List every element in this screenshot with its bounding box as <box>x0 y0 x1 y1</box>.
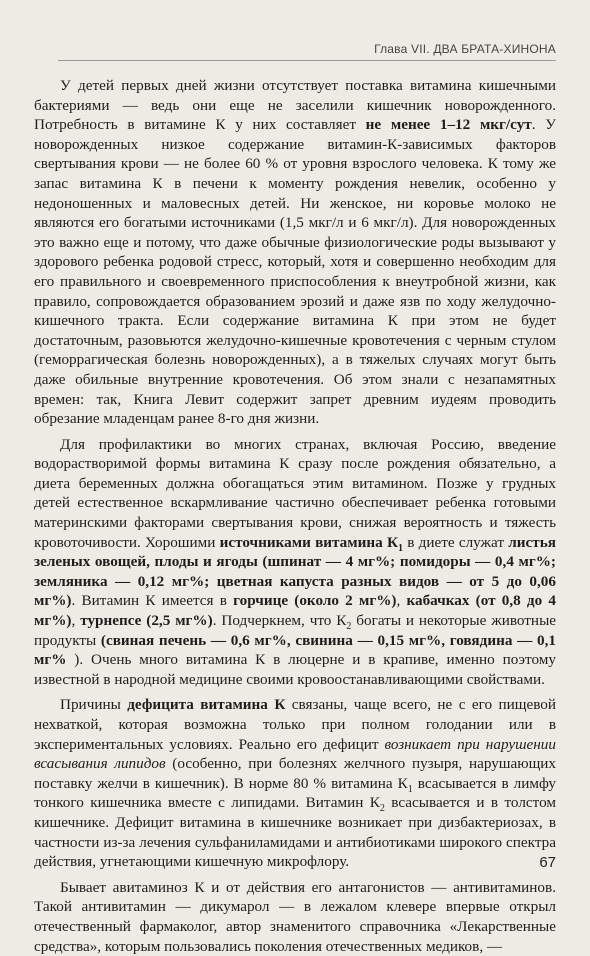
text-run: ). Очень много витамина К в люцерне и в крапиве, именно поэтому известной в народной медицине своими кровоостанавливающими свойствами. <box>34 651 556 688</box>
bold-run: дефицита витамина К <box>127 696 286 714</box>
chapter-title: Глава VII. ДВА БРАТА-ХИНОНА <box>374 42 556 56</box>
text-run: всасывается в лимфу тонкого кишечника вместе с липидами. Витамин К <box>34 774 557 812</box>
paragraph <box>34 435 556 690</box>
text-run: . Подчеркнем, что К <box>212 612 347 630</box>
italic-run: возникает при нарушении всасывания липидов <box>34 735 556 773</box>
text-run: , <box>396 592 407 610</box>
page-number: 67 <box>539 854 556 871</box>
text-run: Для профилактики во многих странах, включая Россию, введение водорастворимой формы витамина К сразу после рождения обязательно, а диета беременных должна обогащаться этим витамином. Позже у грудных детей естественное вскармливание частично обеспечивает ребенка готовыми материнскими факторами свертывания крови, снижая вероятность и тяжесть кровоточивости. Хорошими <box>34 435 556 551</box>
subscript: 2 <box>346 621 352 633</box>
bold-run: (свиная печень — 0,6 мг%, свинина — 0,15 мг%, говядина — 0,1 мг% <box>34 631 556 669</box>
text-run: богаты и некоторые животные продукты <box>34 612 557 649</box>
bold-run: горчице (около 2 мг%) <box>233 592 397 610</box>
bold-run: 1 <box>397 542 403 554</box>
text-run: У детей первых дней жизни отсутствует поставка витамина кишечными бактериями — ведь они еще не заселили кишечник новорожденного. Потребность в витамине К у них составляет <box>34 77 556 134</box>
bold-run: листья зеленых овощей, плоды и ягоды (шпинат — 4 мг%; помидоры — 0,4 мг%; земляника — 0,12 мг%; цветная капуста разных видов — от 5 до 0,06 мг%) <box>34 533 557 610</box>
text-run: в диете служат <box>402 533 509 551</box>
text-run: . У новорожденных низкое содержание витамин-К-зависимых факторов свертывания крови — не более 60 % от уровня взрослого человека. К тому же запас витамина К в печени к моменту рождения невелик, особенно у недоношенных и маловесных детей. Ни женское, ни коровье молоко не являются его богатыми источниками (1,5 мкг/л и 6 мкг/л). Для новорожденных это важно еще и потому, что даже обычные физиологические роды вызывают у здорового ребенка родовой стресс, который, хотя и совершенно необходим для его правильного и своевременного приспособления к внеутробной жизни, как правило, сопровождается образованием эрозий и даже язв по ходу желудочно-кишечного тракта. Если содержание витамина К при этом не будет достаточным, разовьются желудочно-кишечные кровотечения с черным стулом (геморрагическая болезнь новорожденных), а в тяжелых случаях могут быть даже обильные внутренние кровотечения. Об этом знали с незапамятных времен: так, Книга Левит содержит запрет древним иудеям проводить обрезание младенцам ранее 8-го дня жизни. <box>34 116 556 428</box>
body-text <box>34 76 556 956</box>
paragraph <box>34 695 556 871</box>
text-run: Бывает авитаминоз К и от действия его антагонистов — антивитаминов. Такой антивитамин — дикумарол — в лежалом клевере впервые открыл отечественный фармаколог, автор знаменитого справочника «Лекарственные средства», которым пользовались поколения отечественных медиков, — <box>34 878 556 955</box>
paragraph <box>34 878 556 956</box>
text-run: . Витамин К имеется в <box>71 592 234 610</box>
running-header <box>58 40 556 61</box>
text-run: , <box>71 612 81 630</box>
text-run: всасывается и в толстом кишечнике. Дефицит витамина в кишечнике возникает при дизбактериозах, в частности из-за лечения сульфаниламидами и антибиотиками широкого спектра действия, угнетающими кишечную микрофлору. <box>34 794 556 871</box>
bold-run: источниками витамина К <box>219 533 398 551</box>
text-run: (особенно, при болезнях желчного пузыря, нарушающих поставку желчи в кишечник). В норме 80 % витамина К <box>34 755 557 792</box>
bold-run: турнепсе (2,5 мг%) <box>80 612 213 630</box>
subscript: 2 <box>379 803 385 815</box>
bold-run: кабачках (от 0,8 до 4 мг%) <box>34 592 557 630</box>
subscript: 1 <box>407 783 413 795</box>
text-run: Причины <box>60 696 128 714</box>
paragraph <box>34 76 556 429</box>
text-run: связаны, чаще всего, не с его пищевой нехваткой, которая возможна только при полном голодании или в экспериментальных условиях. Реально его дефицит <box>34 696 556 753</box>
bold-run: не менее 1–12 мкг/сут <box>365 116 532 134</box>
